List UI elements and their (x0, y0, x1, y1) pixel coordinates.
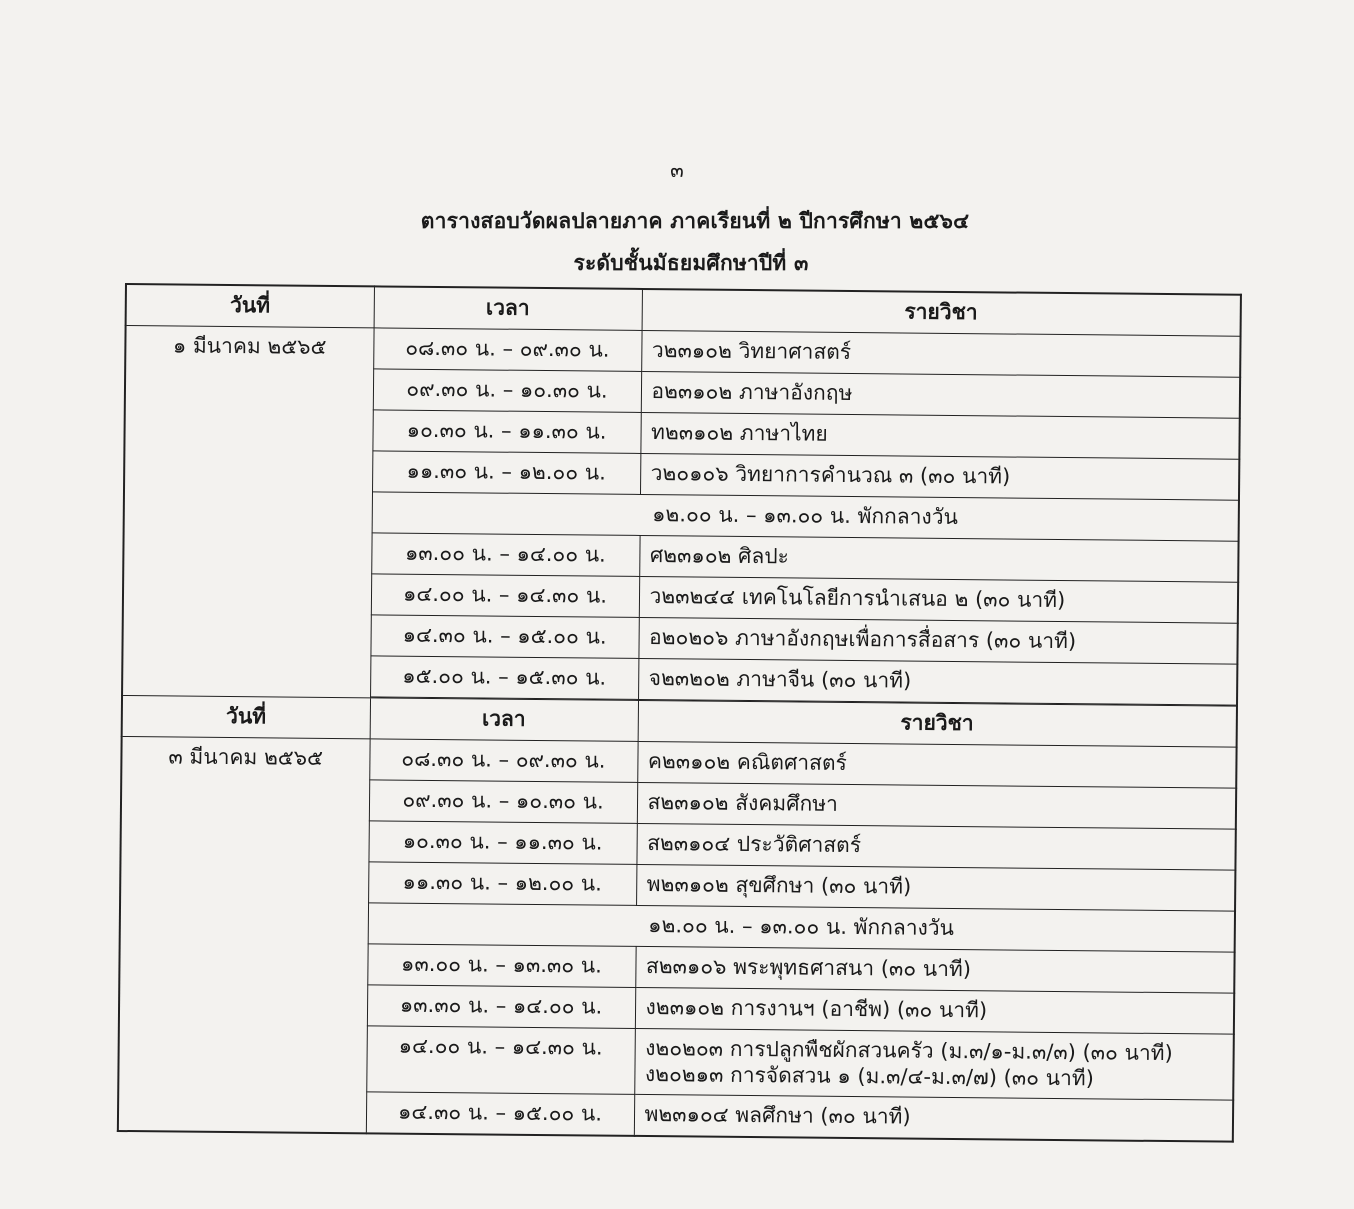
page-number: ๓ (670, 158, 684, 182)
day-cell (118, 736, 370, 1132)
time-cell: ๐๙.๓๐ น. – ๑๐.๓๐ น. (373, 369, 641, 413)
time-cell: ๐๙.๓๐ น. – ๑๐.๓๐ น. (369, 780, 637, 824)
day-cell (122, 326, 374, 698)
subject-cell: อ๒๐๒๐๖ ภาษาอังกฤษเพื่อการสื่อสาร (๓๐ นาที) (638, 617, 1237, 664)
subject-line: ง๒๐๒๐๓ การปลูกพืชผักสวนครัว (ม.๓/๑-ม.๓/๓) (๓๐ นาที) (645, 1036, 1173, 1066)
exam-schedule-table (117, 283, 1242, 1142)
header-time: เวลา (370, 698, 638, 742)
time-cell: ๑๐.๓๐ น. – ๑๑.๓๐ น. (372, 410, 640, 454)
subject-cell: ว๒๓๒๔๔ เทคโนโลยีการนำเสนอ ๒ (๓๐ นาที) (639, 576, 1238, 623)
subject-cell: ส๒๓๑๐๖ พระพุทธศาสนา (๓๐ นาที) (635, 946, 1234, 993)
subject-cell: ศ๒๓๑๐๒ ศิลปะ (639, 535, 1238, 582)
subject-cell: พ๒๓๑๐๒ สุขศึกษา (๓๐ นาที) (636, 864, 1235, 911)
subject-cell: จ๒๓๒๐๒ ภาษาจีน (๓๐ นาที) (638, 658, 1237, 705)
time-cell: ๑๑.๓๐ น. – ๑๒.๐๐ น. (368, 862, 636, 906)
subject-cell: พ๒๓๑๐๔ พลศึกษา (๓๐ นาที) (634, 1094, 1233, 1141)
header-day: วันที่ (126, 284, 374, 328)
document-title: ตารางสอบวัดผลปลายภาค ภาคเรียนที่ ๒ ปีการศึกษา ๒๕๖๔ (420, 209, 970, 233)
header-subject: รายวิชา (642, 289, 1241, 336)
time-cell: ๑๔.๐๐ น. – ๑๔.๓๐ น. (371, 574, 639, 618)
time-cell: ๑๓.๓๐ น. – ๑๔.๐๐ น. (367, 985, 635, 1029)
header-day: วันที่ (122, 695, 370, 738)
lunch-break: ๑๒.๐๐ น. – ๑๓.๐๐ น. พักกลางวัน (372, 492, 1239, 541)
subject-cell: ส๒๓๑๐๔ ประวัติศาสตร์ (636, 823, 1235, 870)
subject-cell: ง๒๓๑๐๒ การงานฯ (อาชีพ) (๓๐ นาที) (635, 987, 1234, 1034)
subject-cell: ส๒๓๑๐๒ สังคมศึกษา (637, 782, 1236, 829)
header-subject: รายวิชา (638, 700, 1237, 747)
subject-cell: อ๒๓๑๐๒ ภาษาอังกฤษ (641, 371, 1240, 418)
time-cell: ๑๔.๐๐ น. – ๑๔.๓๐ น. (366, 1026, 635, 1094)
header-time: เวลา (374, 286, 642, 330)
exam-date: ๓ มีนาคม ๒๕๖๕ (168, 744, 324, 770)
time-cell: ๑๓.๐๐ น. – ๑๓.๓๐ น. (367, 944, 635, 988)
subject-line: ง๒๐๒๑๓ การจัดสวน ๑ (ม.๓/๔-ม.๓/๗) (๓๐ นาที) (644, 1062, 1094, 1091)
time-cell: ๑๔.๓๐ น. – ๑๕.๐๐ น. (366, 1091, 634, 1135)
time-cell: ๑๑.๓๐ น. – ๑๒.๐๐ น. (372, 451, 640, 495)
subject-cell: ว๒๓๑๐๒ วิทยาศาสตร์ (641, 330, 1240, 377)
subject-cell (634, 1028, 1234, 1099)
subject-cell: ค๒๓๑๐๒ คณิตศาสตร์ (637, 741, 1236, 788)
lunch-break: ๑๒.๐๐ น. – ๑๓.๐๐ น. พักกลางวัน (368, 903, 1235, 952)
exam-date: ๑ มีนาคม ๒๕๖๕ (172, 333, 327, 359)
time-cell: ๑๔.๓๐ น. – ๑๕.๐๐ น. (370, 615, 638, 659)
time-cell: ๑๓.๐๐ น. – ๑๔.๐๐ น. (371, 533, 639, 577)
document-subtitle: ระดับชั้นมัธยมศึกษาปีที่ ๓ (573, 251, 809, 275)
subject-cell: ว๒๐๑๐๖ วิทยาการคำนวณ ๓ (๓๐ นาที) (640, 453, 1239, 500)
subject-cell: ท๒๓๑๐๒ ภาษาไทย (640, 412, 1239, 459)
time-cell: ๐๘.๓๐ น. – ๐๙.๓๐ น. (369, 739, 637, 783)
exam-schedule (117, 283, 1240, 1142)
time-cell: ๐๘.๓๐ น. – ๐๙.๓๐ น. (373, 328, 641, 372)
time-cell: ๑๕.๐๐ น. – ๑๕.๓๐ น. (370, 656, 638, 700)
time-cell: ๑๐.๓๐ น. – ๑๑.๓๐ น. (368, 821, 636, 865)
